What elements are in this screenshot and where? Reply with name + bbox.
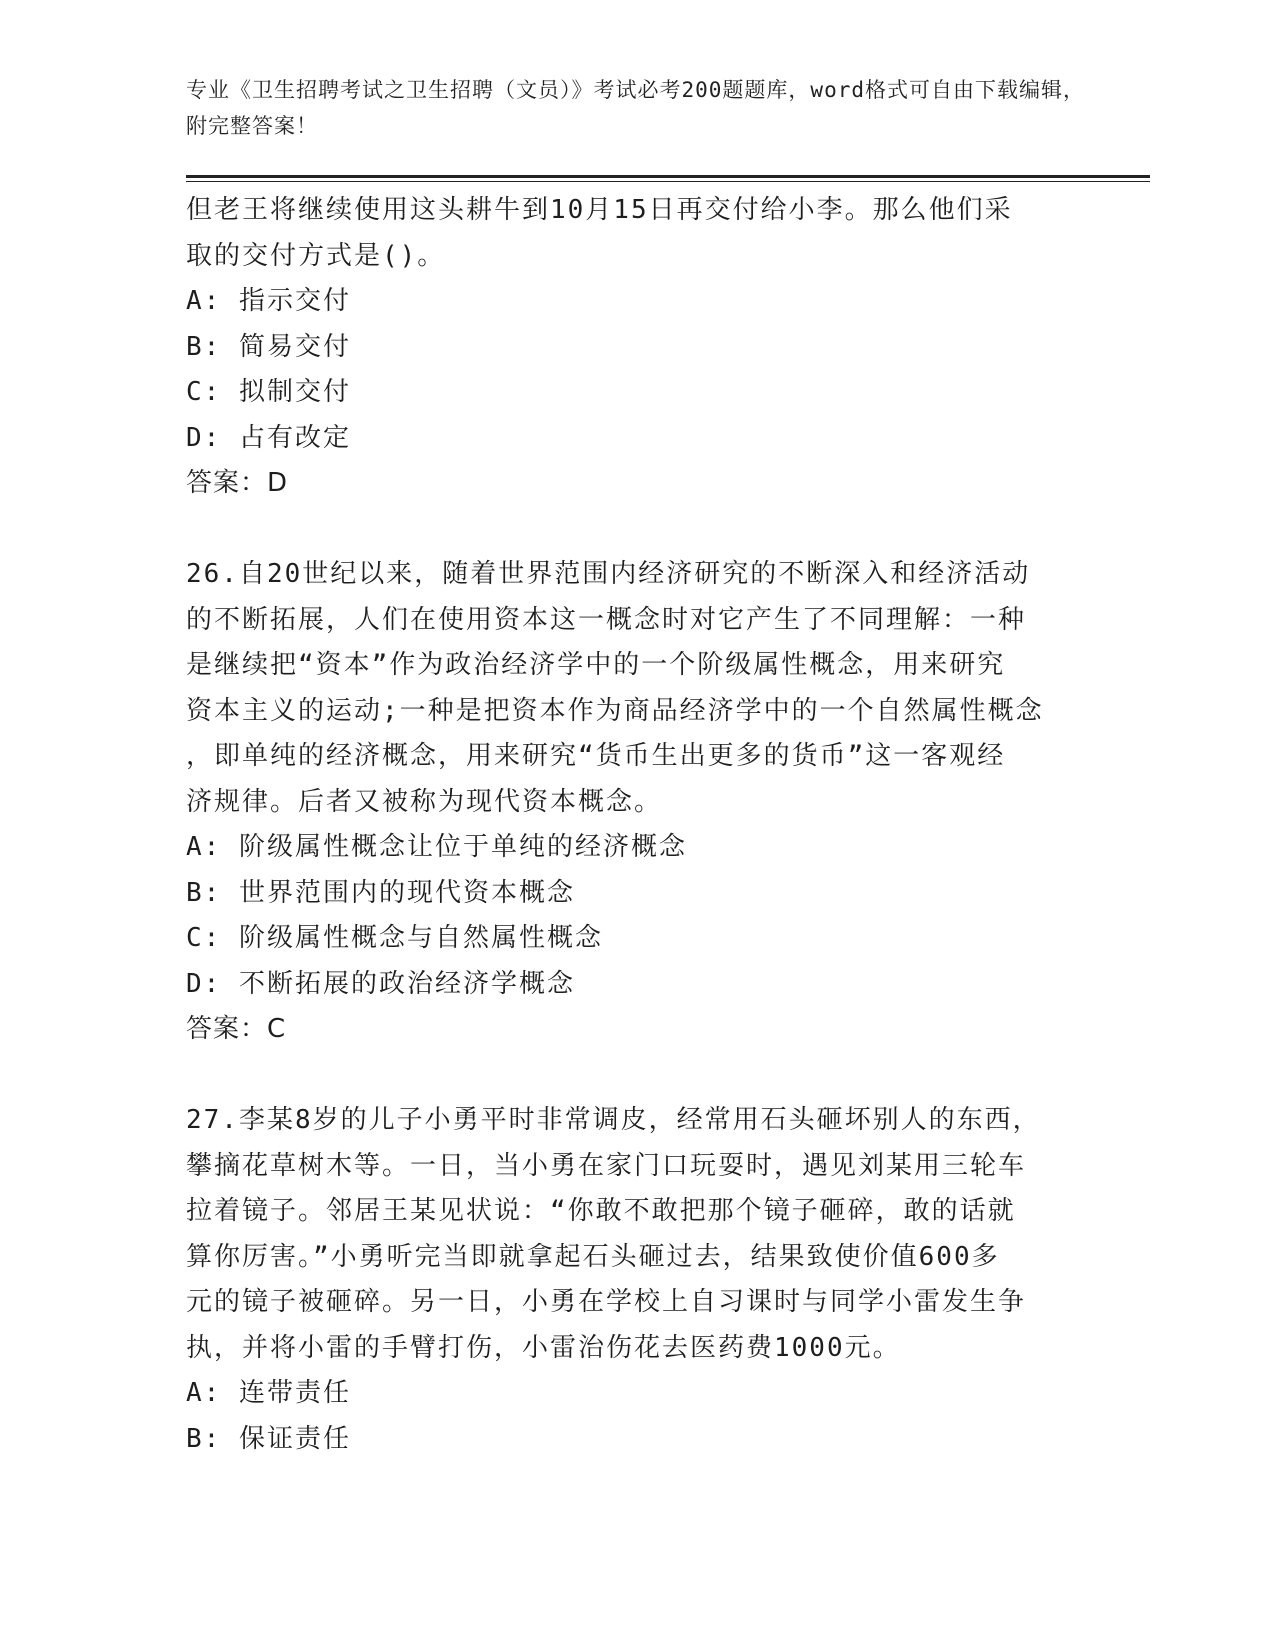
- question-stem-line: 资本主义的运动;一种是把资本作为商品经济学中的一个自然属性概念: [186, 695, 1044, 726]
- header-rule-thin: [186, 181, 1150, 182]
- option-c: C: 阶级属性概念与自然属性概念: [186, 923, 603, 953]
- option-c: C: 拟制交付: [186, 377, 351, 407]
- question-stem-line: 取的交付方式是()。: [186, 240, 446, 271]
- option-a: A: 指示交付: [186, 286, 351, 316]
- answer: 答案：C: [186, 1014, 287, 1044]
- option-b: B: 保证责任: [186, 1423, 351, 1454]
- option-d: D: 占有改定: [186, 422, 351, 453]
- question-stem-line: 算你厉害。”小勇听完当即就拿起石头砸过去，结果致使价值600多: [186, 1241, 1000, 1272]
- question-stem-line: 26.自20世纪以来，随着世界范围内经济研究的不断深入和经济活动: [186, 559, 1031, 589]
- question-26: [186, 552, 1086, 1053]
- question-stem-line: ，即单纯的经济概念，用来研究“货币生出更多的货币”这一客观经: [186, 741, 1006, 771]
- question-stem-line: 是继续把“资本”作为政治经济学中的一个阶级属性概念，用来研究: [186, 650, 1006, 680]
- option-a: A: 阶级属性概念让位于单纯的经济概念: [186, 832, 687, 862]
- question-stem-line: 拉着镜子。邻居王某见状说：“你敢不敢把那个镜子砸碎，敢的话就: [186, 1196, 1016, 1226]
- spacer: [186, 1053, 1086, 1099]
- question-stem-line: 但老王将继续使用这头耕牛到10月15日再交付给小李。那么他们采: [186, 195, 1013, 225]
- question-stem-line: 27.李某8岁的儿子小勇平时非常调皮，经常用石头砸坏别人的东西，: [186, 1105, 1041, 1135]
- question-stem-line: 济规律。后者又被称为现代资本概念。: [186, 786, 663, 817]
- option-b: B: 世界范围内的现代资本概念: [186, 877, 575, 908]
- question-content: [186, 188, 1086, 1462]
- question-stem-line: 执，并将小雷的手臂打伤，小雷治伤花去医药费1000元。: [186, 1332, 901, 1363]
- answer: 答案：D: [186, 468, 289, 498]
- spacer: [186, 507, 1086, 553]
- question-27: [186, 1098, 1086, 1462]
- question-25: [186, 188, 1086, 507]
- question-stem-line: 元的镜子被砸碎。另一日，小勇在学校上自习课时与同学小雷发生争: [186, 1287, 1027, 1317]
- question-stem-line: 的不断拓展，人们在使用资本这一概念时对它产生了不同理解：一种: [186, 604, 1027, 635]
- option-d: D: 不断拓展的政治经济学概念: [186, 968, 575, 999]
- page-header: 专业《卫生招聘考试之卫生招聘（文员）》考试必考200题题库，word格式可自由下载编辑，附完整答案！: [186, 78, 1085, 138]
- option-a: A: 连带责任: [186, 1378, 351, 1408]
- header-rule-thick: [186, 175, 1150, 178]
- question-stem-line: 攀摘花草树木等。一日，当小勇在家门口玩耍时，遇见刘某用三轮车: [186, 1150, 1027, 1181]
- option-b: B: 简易交付: [186, 331, 351, 362]
